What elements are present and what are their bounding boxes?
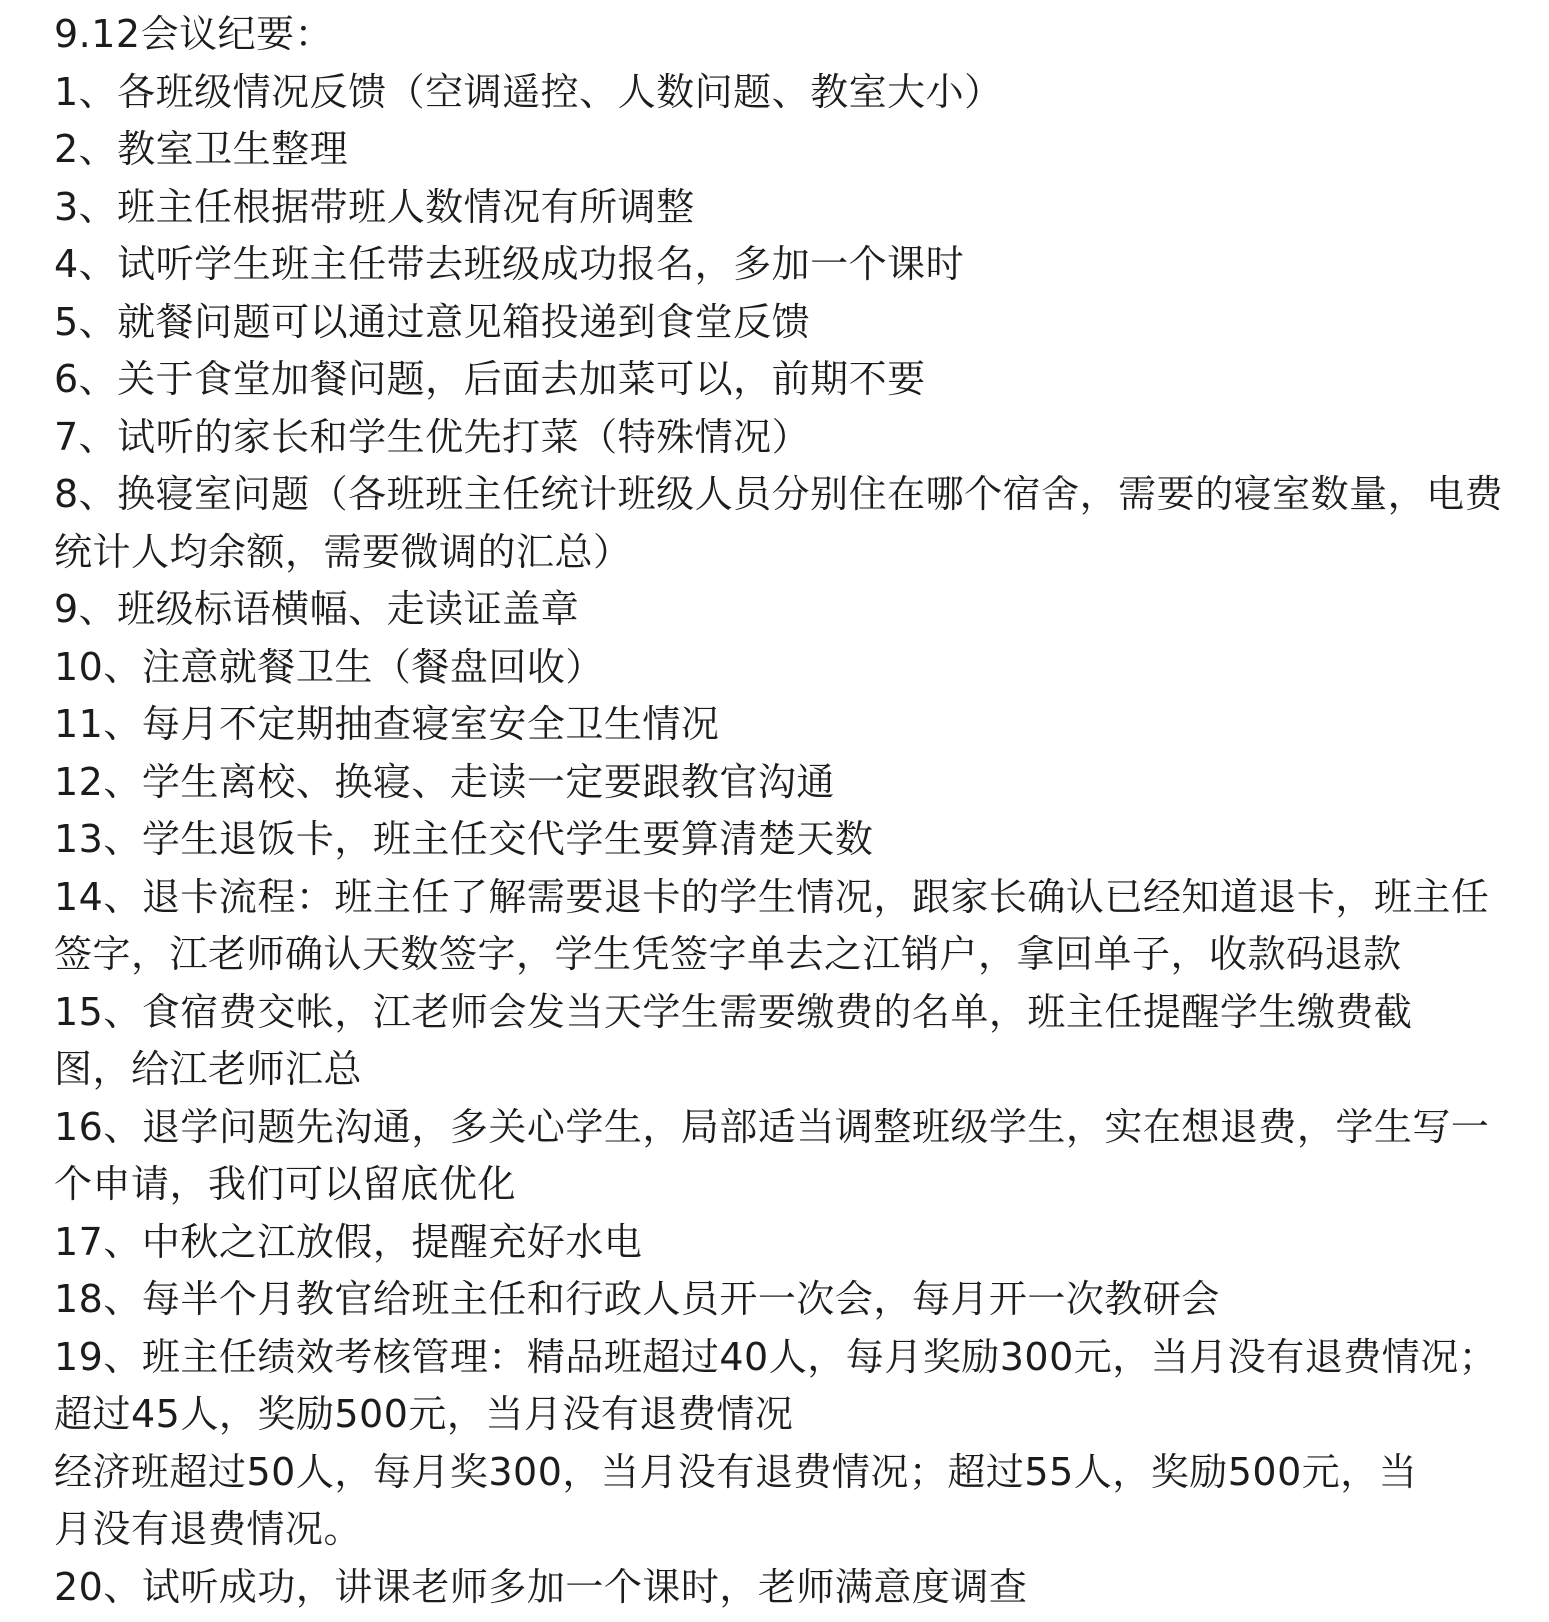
note-line-18: 18、每半个月教官给班主任和行政人员开一次会，每月开一次教研会: [54, 1277, 1220, 1321]
note-line-4: 4、试听学生班主任带去班级成功报名，多加一个课时: [54, 242, 965, 286]
note-line-2: 2、教室卫生整理: [54, 127, 349, 171]
note-line-14-cont: 签字，江老师确认天数签字，学生凭签字单去之江销户，拿回单子，收款码退款: [54, 932, 1402, 976]
note-line-9: 9、班级标语横幅、走读证盖章: [54, 587, 580, 631]
note-line-1: 1、各班级情况反馈（空调遥控、人数问题、教室大小）: [54, 69, 1003, 114]
notes-title: 9.12会议纪要：: [54, 12, 334, 56]
note-line-8-cont: 统计人均余额，需要微调的汇总）: [54, 529, 632, 574]
note-line-16: 16、退学问题先沟通，多关心学生，局部适当调整班级学生，实在想退费，学生写一: [54, 1104, 1490, 1149]
note-line-17: 17、中秋之江放假，提醒充好水电: [54, 1219, 643, 1264]
note-line-11: 11、每月不定期抽查寝室安全卫生情况: [54, 702, 720, 746]
note-line-5: 5、就餐问题可以通过意见箱投递到食堂反馈: [54, 299, 811, 344]
note-line-19-cont-3: 月没有退费情况。: [54, 1507, 363, 1551]
note-line-8: 8、换寝室问题（各班班主任统计班级人员分别住在哪个宿舍，需要的寝室数量，电费: [54, 472, 1504, 516]
note-line-19: 19、班主任绩效考核管理：精品班超过40人，每月奖励300元，当月没有退费情况；: [54, 1334, 1498, 1379]
note-line-6: 6、关于食堂加餐问题，后面去加菜可以，前期不要: [54, 357, 926, 401]
note-line-19-cont-1: 超过45人，奖励500元，当月没有退费情况: [54, 1392, 794, 1436]
note-line-20: 20、试听成功，讲课老师多加一个课时，老师满意度调查: [54, 1564, 1028, 1609]
note-line-12: 12、学生离校、换寝、走读一定要跟教官沟通: [54, 759, 835, 804]
meeting-notes: [54, 6, 1504, 1616]
note-line-15: 15、食宿费交帐，江老师会发当天学生需要缴费的名单，班主任提醒学生缴费截: [54, 989, 1413, 1034]
note-line-19-cont-2: 经济班超过50人，每月奖300，当月没有退费情况；超过55人，奖励500元，当: [54, 1449, 1418, 1494]
note-line-7: 7、试听的家长和学生优先打菜（特殊情况）: [54, 414, 811, 459]
note-line-13: 13、学生退饭卡，班主任交代学生要算清楚天数: [54, 817, 874, 861]
note-line-15-cont: 图，给江老师汇总: [54, 1047, 363, 1091]
note-line-10: 10、注意就餐卫生（餐盘回收）: [54, 644, 604, 689]
note-line-3: 3、班主任根据带班人数情况有所调整: [54, 184, 695, 229]
note-line-16-cont: 个申请，我们可以留底优化: [54, 1162, 517, 1206]
note-line-14: 14、退卡流程：班主任了解需要退卡的学生情况，跟家长确认已经知道退卡，班主任: [54, 874, 1490, 919]
